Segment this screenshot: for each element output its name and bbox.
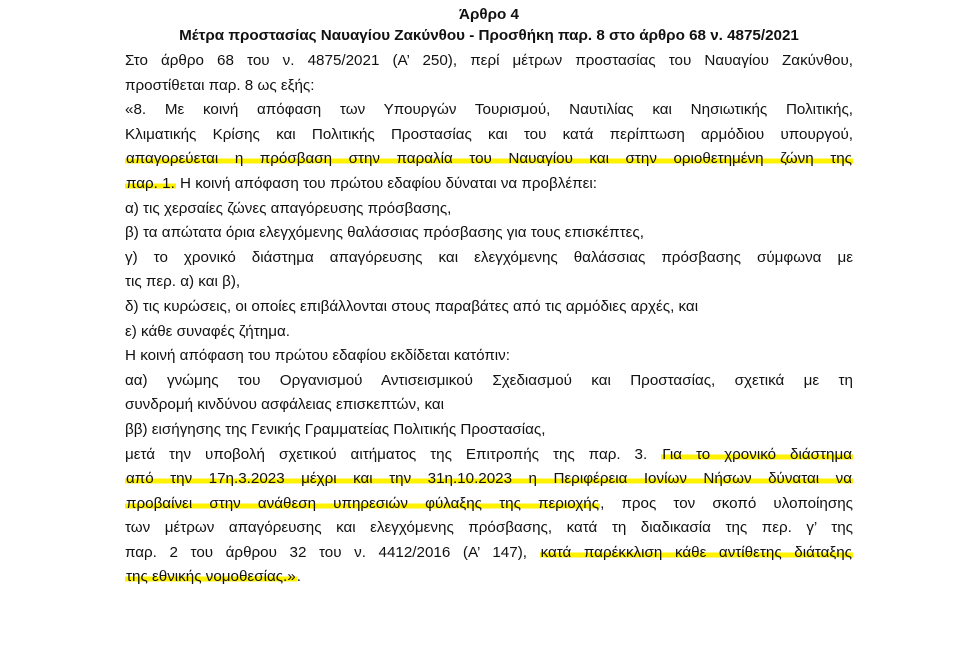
body-line-13: Η κοινή απόφαση του πρώτου εδαφίου εκδίδεται κατόπιν: bbox=[125, 347, 510, 365]
body-line-17 bbox=[125, 443, 853, 468]
body-line-11: δ) τις κυρώσεις, οι οποίες επιβάλλονται στους παραβάτες από τις αρμόδιες αρχές, και bbox=[125, 297, 699, 315]
body-line-10: τις περ. α) και β), bbox=[125, 273, 241, 291]
body-line-3: «8. Με κοινή απόφαση των Υπουργών Τουρισμού, Ναυτιλίας και Νησιωτικής Πολιτικής, bbox=[125, 101, 853, 119]
body-text-segment: . bbox=[296, 568, 301, 586]
body-text-segment: , προς τον σκοπό υλοποίησης bbox=[600, 494, 853, 512]
document-page bbox=[125, 4, 853, 590]
article-body bbox=[125, 49, 853, 590]
body-line-15: συνδρομή κινδύνου ασφάλειας επισκεπτών, και bbox=[125, 396, 445, 414]
article-title: Μέτρα προστασίας Ναυαγίου Ζακύνθου - Προσθήκη παρ. 8 στο άρθρο 68 ν. 4875/2021 bbox=[179, 27, 799, 44]
body-line-14: αα) γνώμης του Οργανισμού Αντισεισμικού Σχεδιασμού και Προστασίας, σχετικά με τη bbox=[125, 371, 853, 389]
article-heading bbox=[125, 4, 853, 46]
body-line-2: προστίθεται παρ. 8 ως εξής: bbox=[125, 76, 315, 94]
body-line-7: α) τις χερσαίες ζώνες απαγόρευσης πρόσβασης, bbox=[125, 199, 452, 217]
body-text-segment: μετά την υποβολή σχετικού αιτήματος της Επιτροπής της παρ. 3. bbox=[125, 445, 648, 463]
highlighted-text: της εθνικής νομοθεσίας.» bbox=[126, 568, 296, 586]
body-text-segment: παρ. 2 του άρθρου 32 του ν. 4412/2016 (Α’ 147), bbox=[125, 543, 527, 561]
highlighted-text: κατά παρέκκλιση κάθε αντίθετης διάταξης bbox=[540, 543, 852, 561]
article-number: Άρθρο 4 bbox=[459, 6, 519, 23]
body-line-16: ββ) εισήγησης της Γενικής Γραμματείας Πολιτικής Προστασίας, bbox=[125, 420, 546, 438]
body-line-19 bbox=[125, 492, 853, 517]
body-line-21 bbox=[125, 541, 853, 566]
highlighted-text: Για το χρονικό διάστημα bbox=[662, 445, 852, 463]
body-line-8: β) τα απώτατα όρια ελεγχόμενης θαλάσσιας πρόσβασης για τους επισκέπτες, bbox=[125, 224, 644, 242]
body-line-22 bbox=[125, 565, 853, 590]
body-line-20: των μέτρων απαγόρευσης και ελεγχόμενης πρόσβασης, κατά τη διαδικασία της περ. γ’ της bbox=[125, 519, 853, 537]
body-line-12: ε) κάθε συναφές ζήτημα. bbox=[125, 322, 290, 340]
highlighted-text: από την 17η.3.2023 μέχρι και την 31η.10.2023 η Περιφέρεια Ιονίων Νήσων δύναται να bbox=[126, 470, 852, 488]
body-line-4: Κλιματικής Κρίσης και Πολιτικής Προστασίας και του κατά περίπτωση αρμόδιου υπουργού, bbox=[125, 125, 853, 143]
body-line-5 bbox=[125, 147, 853, 172]
body-line-6 bbox=[125, 172, 853, 197]
body-line-1: Στο άρθρο 68 του ν. 4875/2021 (Α’ 250), περί μέτρων προστασίας του Ναυαγίου Ζακύνθου, bbox=[125, 52, 853, 69]
highlighted-text: προβαίνει στην ανάθεση υπηρεσιών φύλαξης της περιοχής bbox=[126, 494, 600, 512]
highlighted-text: παρ. 1. bbox=[126, 174, 175, 192]
body-line-18 bbox=[125, 467, 853, 492]
highlighted-text: απαγορεύεται η πρόσβαση στην παραλία του Ναυαγίου και στην οριοθετημένη ζώνη της bbox=[126, 150, 852, 168]
body-text-segment: Η κοινή απόφαση του πρώτου εδαφίου δύναται να προβλέπει: bbox=[175, 174, 597, 192]
body-line-9: γ) το χρονικό διάστημα απαγόρευσης και ελεγχόμενης θαλάσσιας πρόσβασης σύμφωνα με bbox=[125, 248, 853, 266]
